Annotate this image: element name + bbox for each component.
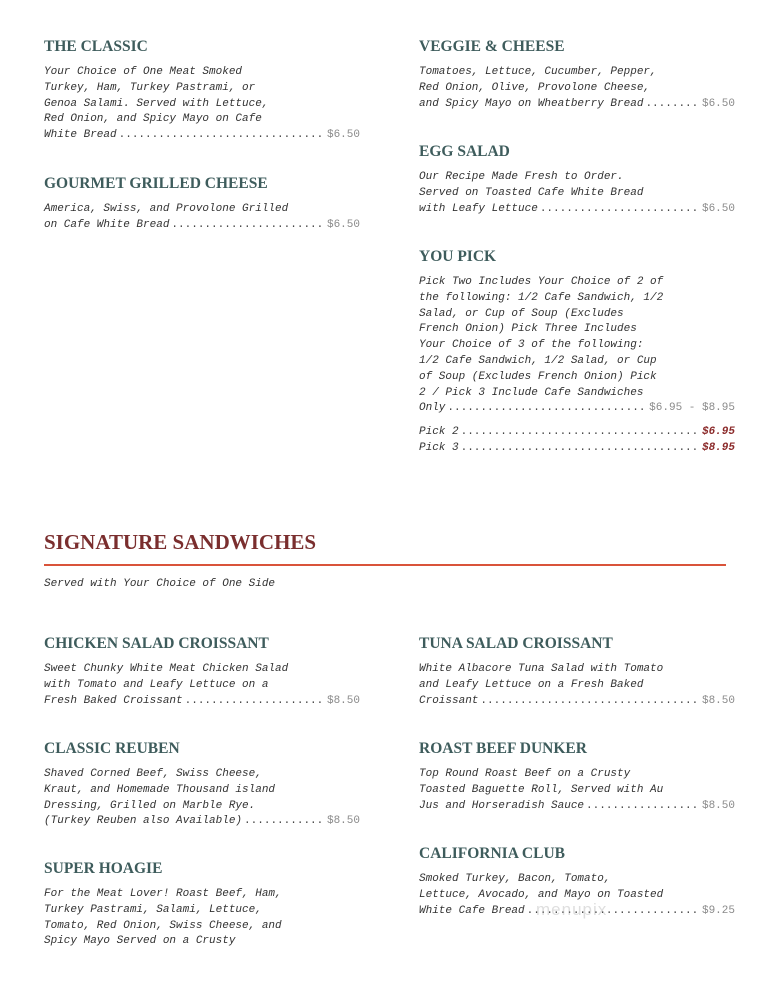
item-price: $8.50 bbox=[701, 799, 735, 812]
item-description: Tomatoes, Lettuce, Cucumber, Pepper, Red Onion, Olive, Provolone Cheese, and Spicy Mayo on Wheatberry Bread ..... $6.50 bbox=[419, 65, 735, 112]
item-description: Pick Two Includes Your Choice of 2 of the following: 1/2 Cafe Sandwich, 1/2 Salad, or Cup of Soup (Excludes French Onion) Pick Three Includes Your Choice of 3 of the following: 1/2 Cafe Sandwich, 1/2 Salad, or Cup of Soup (Excludes French Onion) Pick 2 / Pick 3 Include Cafe Sandwiches Only ..... $6.95 - $8.95 Pick 2 ..... $6.95 Pick 3 ..... $8.95 bbox=[419, 275, 735, 457]
item-title: THE CLASSIC bbox=[44, 38, 148, 55]
menu-item-egg-salad bbox=[419, 143, 735, 217]
item-title: CALIFORNIA CLUB bbox=[419, 845, 565, 862]
item-price: $6.50 bbox=[701, 97, 735, 110]
item-description: Your Choice of One Meat Smoked Turkey, Ham, Turkey Pastrami, or Genoa Salami. Served with Lettuce, Red Onion, and Spicy Mayo on Cafe White Bread ..... $6.50 bbox=[44, 65, 360, 144]
item-title: TUNA SALAD CROISSANT bbox=[419, 635, 613, 652]
item-title: VEGGIE & CHEESE bbox=[419, 38, 565, 55]
item-description: Sweet Chunky White Meat Chicken Salad with Tomato and Leafy Lettuce on a Fresh Baked Croissant ..... $8.50 bbox=[44, 662, 360, 709]
price-line: White Bread ..... $6.50 bbox=[44, 128, 360, 144]
option-price: $8.95 bbox=[701, 441, 735, 454]
menu-item-tuna-salad-croissant bbox=[419, 635, 735, 709]
section-title: SIGNATURE SANDWICHES bbox=[44, 530, 317, 554]
item-title: EGG SALAD bbox=[419, 143, 510, 160]
dot-leader bbox=[540, 202, 700, 218]
item-price: $8.50 bbox=[701, 694, 735, 707]
item-title: ROAST BEEF DUNKER bbox=[419, 740, 587, 757]
pick-option-line: Pick 2 ..... $6.95 bbox=[419, 425, 735, 441]
item-price: $6.50 bbox=[701, 202, 735, 215]
item-price: $8.50 bbox=[326, 815, 360, 828]
menu-item-chicken-salad-croissant bbox=[44, 635, 360, 709]
dot-leader bbox=[461, 425, 700, 441]
price-line: Jus and Horseradish Sauce ..... $8.50 bbox=[419, 799, 735, 815]
pick-options bbox=[419, 425, 735, 457]
price-line: on Cafe White Bread ..... $6.50 bbox=[44, 218, 360, 234]
watermark: menupix bbox=[536, 900, 608, 919]
dot-leader bbox=[586, 799, 700, 815]
price-line: (Turkey Reuben also Available) ..... $8.50 bbox=[44, 814, 360, 830]
menu-item-gourmet-grilled-cheese bbox=[44, 175, 360, 234]
item-title: GOURMET GRILLED CHEESE bbox=[44, 175, 268, 192]
price-line: Fresh Baked Croissant ..... $8.50 bbox=[44, 694, 360, 710]
item-description: Top Round Roast Beef on a Crusty Toasted Baguette Roll, Served with Au Jus and Horseradish Sauce ..... $8.50 bbox=[419, 767, 735, 814]
price-line: with Leafy Lettuce ..... $6.50 bbox=[419, 202, 735, 218]
item-price: $6.50 bbox=[326, 129, 360, 142]
item-description: America, Swiss, and Provolone Grilled on Cafe White Bread ..... $6.50 bbox=[44, 202, 360, 234]
price-line: and Spicy Mayo on Wheatberry Bread ..... $6.50 bbox=[419, 97, 735, 113]
pick-option-line: Pick 3 ..... $8.95 bbox=[419, 441, 735, 457]
item-title: YOU PICK bbox=[419, 248, 497, 265]
dot-leader bbox=[480, 694, 700, 710]
item-description: Our Recipe Made Fresh to Order. Served on Toasted Cafe White Bread with Leafy Lettuce ..... $6.50 bbox=[419, 170, 735, 217]
option-price: $6.95 bbox=[701, 426, 735, 439]
item-price: $6.50 bbox=[326, 218, 360, 231]
price-line: White Cafe Bread ..... $9.25 bbox=[419, 904, 735, 920]
item-description: For the Meat Lover! Roast Beef, Ham, Turkey Pastrami, Salami, Lettuce, Tomato, Red Onion, Swiss Cheese, and Spicy Mayo Served on a Crusty bbox=[44, 888, 282, 948]
dot-leader bbox=[171, 218, 325, 234]
item-title: CLASSIC REUBEN bbox=[44, 740, 180, 757]
section-subtitle: Served with Your Choice of One Side bbox=[44, 578, 276, 590]
dot-leader bbox=[244, 814, 325, 830]
item-price: $8.50 bbox=[326, 694, 360, 707]
menu-item-you-pick bbox=[419, 248, 735, 457]
item-price: $6.95 - $8.95 bbox=[649, 402, 735, 415]
item-price: $9.25 bbox=[701, 904, 735, 917]
dot-leader bbox=[461, 441, 700, 457]
dot-leader bbox=[185, 694, 325, 710]
menu-item-super-hoagie bbox=[44, 860, 360, 950]
price-line: Croissant ..... $8.50 bbox=[419, 694, 735, 710]
item-description: Smoked Turkey, Bacon, Tomato, Lettuce, Avocado, and Mayo on Toasted White Cafe Bread ..... $9.25 bbox=[419, 872, 735, 919]
menu-item-classic-reuben bbox=[44, 740, 360, 830]
item-title: CHICKEN SALAD CROISSANT bbox=[44, 635, 269, 652]
price-line: Only ..... $6.95 - $8.95 bbox=[419, 401, 735, 417]
item-title: SUPER HOAGIE bbox=[44, 860, 163, 877]
dot-leader bbox=[447, 401, 647, 417]
menu-item-veggie-cheese bbox=[419, 38, 735, 112]
menu-item-the-classic bbox=[44, 38, 360, 144]
dot-leader bbox=[119, 128, 325, 144]
section-divider bbox=[44, 564, 726, 566]
item-description: Shaved Corned Beef, Swiss Cheese, Kraut, and Homemade Thousand island Dressing, Grilled on Marble Rye. (Turkey Reuben also Available) ..... $8.50 bbox=[44, 767, 360, 830]
dot-leader bbox=[645, 97, 700, 113]
item-description: White Albacore Tuna Salad with Tomato and Leafy Lettuce on a Fresh Baked Croissant ..... $8.50 bbox=[419, 662, 735, 709]
menu-item-roast-beef-dunker bbox=[419, 740, 735, 814]
